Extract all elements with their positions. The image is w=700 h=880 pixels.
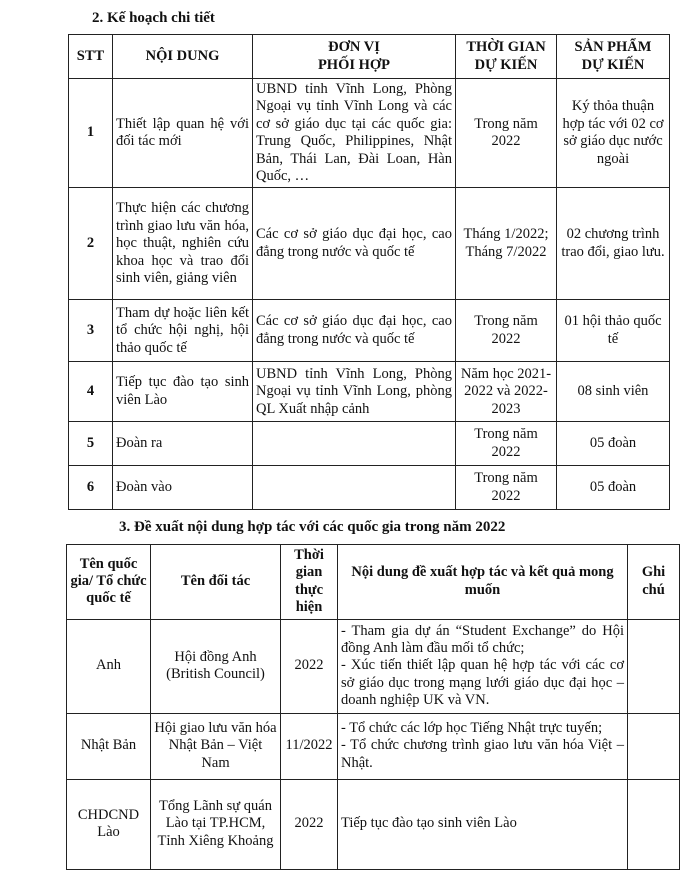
row-stt: 5 [69,422,113,466]
row-partner [253,422,456,466]
row-product: 05 đoàn [557,466,670,510]
row-proposal [338,619,628,713]
row-product: Ký thỏa thuận hợp tác với 02 cơ sở giáo dục nước ngoài [557,79,670,188]
header-product: SẢN PHẨM DỰ KIẾN [557,35,670,79]
row-time: 11/2022 [281,713,338,779]
row-time: Năm học 2021-2022 và 2022-2023 [456,362,557,422]
row-note [628,619,680,713]
table-row [67,713,680,779]
table-row [69,188,670,300]
row-note [628,713,680,779]
row-product: 01 hội thảo quốc tế [557,300,670,362]
row-content: Đoàn vào [113,466,253,510]
row-content: Thiết lập quan hệ với đối tác mới [113,79,253,188]
row-content: Tham dự hoặc liên kết tổ chức hội nghị, hội thảo quốc tế [113,300,253,362]
header-proposal-content: Nội dung đề xuất hợp tác và kết quả mong muốn [338,545,628,620]
row-partner-name: Hội giao lưu văn hóa Nhật Bản – Việt Nam [151,713,281,779]
row-content: Đoàn ra [113,422,253,466]
row-country: Anh [67,619,151,713]
header-country: Tên quốc gia/ Tổ chức quốc tế [67,545,151,620]
proposal-item: - Tổ chức chương trình giao lưu văn hóa Việt – Nhật. [341,737,624,771]
row-country: CHDCND Lào [67,779,151,869]
header-stt: STT [69,35,113,79]
row-time: Trong năm 2022 [456,79,557,188]
proposal-item: - Tổ chức các lớp học Tiếng Nhật trực tuyến; [341,719,603,736]
table-row [69,79,670,188]
row-partner [253,466,456,510]
plan-table-header [69,35,670,79]
proposal-item: Tiếp tục đào tạo sinh viên Lào [341,815,517,832]
row-stt: 1 [69,79,113,188]
proposal-item: - Xúc tiến thiết lập quan hệ hợp tác với các cơ sở giáo dục trong mạng lưới giáo dục đại học – doanh nghiệp UK và VN. [341,657,624,709]
proposal-item: - Tham gia dự án “Student Exchange” do Hội đồng Anh làm đầu mối tổ chức; [341,622,624,656]
header-partner-name: Tên đối tác [151,545,281,620]
proposal-table-header [67,545,680,620]
row-partner: UBND tỉnh Vĩnh Long, Phòng Ngoại vụ tỉnh Vĩnh Long và các cơ sở giáo dục tại các quốc gia: Trung Quốc, Philippines, Nhật Bản, Thái Lan, Đài Loan, Hàn Quốc, … [253,79,456,188]
row-time: 2022 [281,619,338,713]
proposal-table [66,544,680,870]
row-time: Tháng 1/2022; Tháng 7/2022 [456,188,557,300]
row-proposal [338,713,628,779]
header-partner: ĐƠN VỊ PHỐI HỢP [253,35,456,79]
table-row [69,466,670,510]
row-time: 2022 [281,779,338,869]
header-note: Ghi chú [628,545,680,620]
header-time: THỜI GIAN DỰ KIẾN [456,35,557,79]
table-row [69,300,670,362]
row-time: Trong năm 2022 [456,466,557,510]
row-partner: UBND tỉnh Vĩnh Long, Phòng Ngoại vụ tỉnh Vĩnh Long, phòng QL Xuất nhập cảnh [253,362,456,422]
row-content: Thực hiện các chương trình giao lưu văn hóa, học thuật, nghiên cứu khoa học và trao đổi sinh viên, giảng viên [113,188,253,300]
row-partner: Các cơ sở giáo dục đại học, cao đẳng trong nước và quốc tế [253,188,456,300]
header-implementation-time: Thời gian thực hiện [281,545,338,620]
row-product: 05 đoàn [557,422,670,466]
section2-heading: 2. Kế hoạch chi tiết [92,10,215,26]
row-time: Trong năm 2022 [456,422,557,466]
row-stt: 4 [69,362,113,422]
table-row [69,422,670,466]
plan-table [68,34,670,510]
table-row [67,779,680,869]
row-product: 02 chương trình trao đổi, giao lưu. [557,188,670,300]
table-row [67,619,680,713]
row-partner-name: Hội đồng Anh (British Council) [151,619,281,713]
table-row [69,362,670,422]
header-content: NỘI DUNG [113,35,253,79]
row-country: Nhật Bản [67,713,151,779]
row-partner: Các cơ sở giáo dục đại học, cao đẳng trong nước và quốc tế [253,300,456,362]
row-stt: 2 [69,188,113,300]
section3-heading: 3. Đề xuất nội dung hợp tác với các quốc gia trong năm 2022 [119,519,506,535]
row-stt: 3 [69,300,113,362]
row-content: Tiếp tục đào tạo sinh viên Lào [113,362,253,422]
row-product: 08 sinh viên [557,362,670,422]
row-partner-name: Tổng Lãnh sự quán Lào tại TP.HCM, Tỉnh Xiêng Khoảng [151,779,281,869]
row-note [628,779,680,869]
row-time: Trong năm 2022 [456,300,557,362]
row-proposal [338,779,628,869]
row-stt: 6 [69,466,113,510]
